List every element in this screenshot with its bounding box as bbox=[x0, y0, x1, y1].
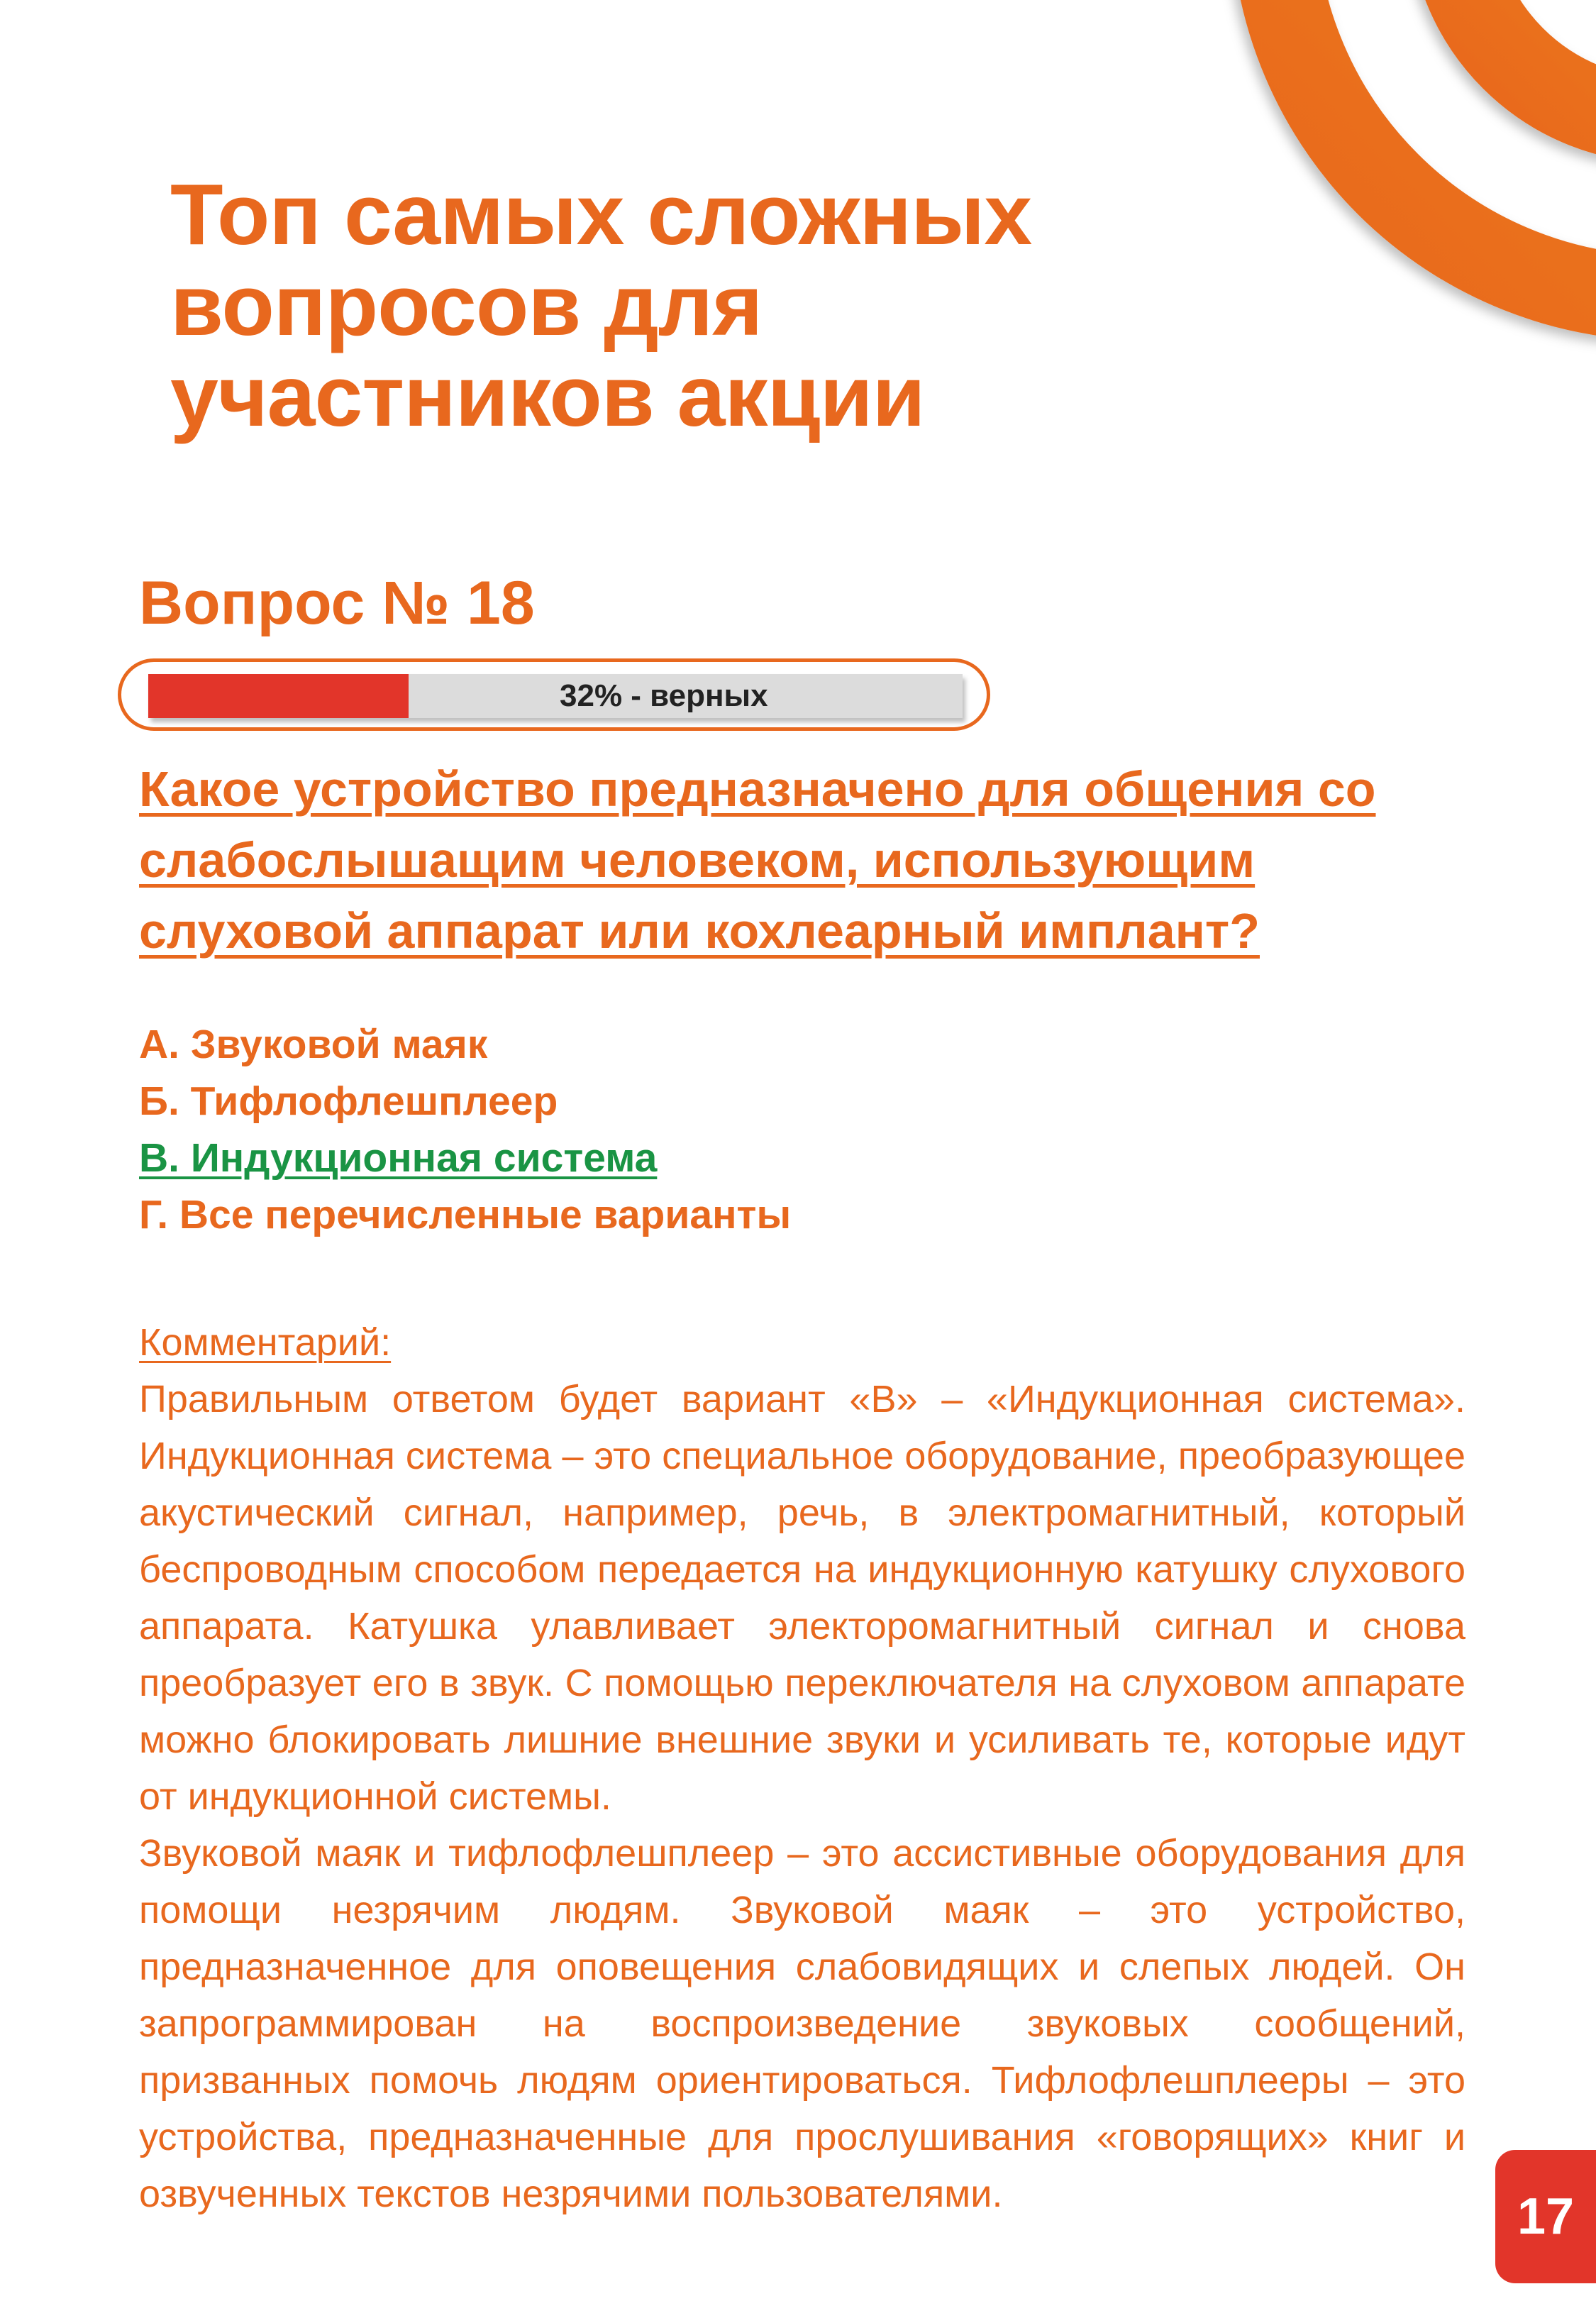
question-text bbox=[139, 754, 1487, 966]
progress-label: 32% - верных bbox=[560, 678, 768, 713]
comment-paragraph: Правильным ответом будет вариант «В» – «Индукционная система». Индукционная система – это специальное оборудование, преобразующее акустический сигнал, например, речь, в электромагнитный, который беспроводным способом передается на индукционную катушку слухового аппарата. Катушка улавливает электоромагнитный сигнал и снова преобразует его в звук. С помощью переключателя на слуховом аппарате можно блокировать лишние внешние звуки и усиливать те, которые идут от индукционной системы. bbox=[139, 1378, 1465, 1818]
answer-option-g: Г. Все перечисленные варианты bbox=[139, 1192, 792, 1237]
answer-option-a: А. Звуковой маяк bbox=[139, 1022, 488, 1067]
answer-option-b: Б. Тифлофлешплеер bbox=[139, 1078, 558, 1124]
comment-paragraph: Звуковой маяк и тифлофлешплеер – это ассистивные оборудования для помощи незрячим людям. Звуковой маяк – это устройство, предназначенное для оповещения слабовидящих и слепых людей. Он запрограммирован на воспроизведение звуковых сообщений, призванных помочь людям ориентироваться. Тифлофлешплееры – это устройства, предназначенные для прослушивания «говорящих» книг и озвученных текстов незрячими пользователями. bbox=[139, 1832, 1465, 2215]
progress-fill bbox=[148, 674, 409, 718]
page-title-line: Топ самых сложных bbox=[170, 166, 1032, 263]
question-number: Вопрос № 18 bbox=[139, 569, 535, 637]
progress-track bbox=[148, 674, 963, 718]
question-line: Какое устройство предназначено для общения со bbox=[139, 761, 1376, 817]
page-title-line: участников акции bbox=[170, 348, 925, 444]
comment-block bbox=[139, 1314, 1465, 2222]
question-line: слуховой аппарат или кохлеарный имплант? bbox=[139, 903, 1260, 959]
page-title-line: вопросов для bbox=[170, 257, 763, 353]
page-number-badge bbox=[1495, 2150, 1596, 2283]
correct-answers-progress bbox=[118, 658, 990, 731]
answer-option-v-correct: В. Индукционная система bbox=[139, 1135, 658, 1181]
answer-options bbox=[139, 1016, 791, 1243]
page-title bbox=[170, 166, 1234, 444]
page-number: 17 bbox=[1517, 2188, 1575, 2245]
comment-label: Комментарий: bbox=[139, 1321, 392, 1364]
question-line: слабослышащим человеком, использующим bbox=[139, 832, 1256, 888]
